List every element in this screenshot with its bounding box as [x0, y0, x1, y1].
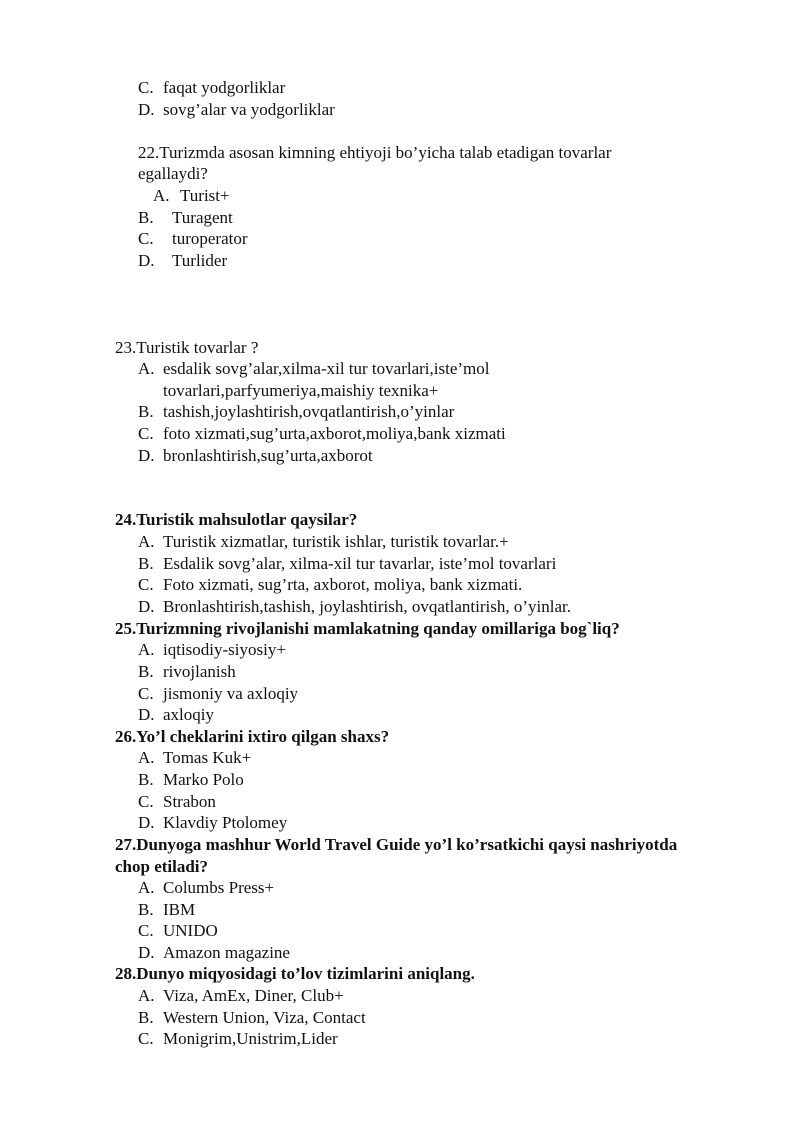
- q25-option-c: [138, 683, 298, 704]
- q23-option-a: [138, 358, 489, 379]
- q27-option-b: [138, 899, 195, 920]
- q25-option-d: [138, 704, 214, 725]
- q24-question: 24.Turistik mahsulotlar qaysilar?: [115, 510, 358, 529]
- option-text: faqat yodgorliklar: [163, 78, 286, 97]
- q28-option-c: [138, 1028, 338, 1049]
- option-letter: D.: [138, 100, 155, 119]
- q24-option-a: [138, 531, 509, 552]
- q22-option-d: [138, 250, 227, 271]
- option-letter: C.: [138, 229, 154, 248]
- option-letter: A.: [138, 640, 155, 659]
- option-text: Turagent: [172, 208, 233, 227]
- option-text: UNIDO: [163, 921, 218, 940]
- option-letter: C.: [138, 575, 154, 594]
- q21-option-c: [138, 77, 285, 98]
- option-letter: D.: [138, 943, 155, 962]
- q26-option-d: [138, 812, 287, 833]
- q23-option-d: [138, 445, 373, 466]
- option-letter: A.: [138, 878, 155, 897]
- q25-option-b: [138, 661, 236, 682]
- option-text: rivojlanish: [163, 662, 236, 681]
- option-letter: C.: [138, 792, 154, 811]
- option-letter: D.: [138, 705, 155, 724]
- q28-option-b: [138, 1007, 366, 1028]
- q27-question-cont: chop etiladi?: [115, 857, 209, 876]
- option-text: foto xizmati,sug’urta,axborot,moliya,bank xizmati: [163, 424, 506, 443]
- q23-option-c: [138, 423, 506, 444]
- option-letter: B.: [138, 900, 154, 919]
- q27-option-a: [138, 877, 274, 898]
- option-letter: A.: [138, 986, 155, 1005]
- q28-option-a: [138, 985, 344, 1006]
- option-letter: A.: [138, 359, 155, 378]
- option-letter: B.: [138, 662, 154, 681]
- option-letter: B.: [138, 554, 154, 573]
- q28-question: 28.Dunyo miqyosidagi to’lov tizimlarini aniqlang.: [115, 964, 475, 983]
- option-text: Turlider: [172, 251, 228, 270]
- option-text: esdalik sovg’alar,xilma-xil tur tovarlari,iste’mol: [163, 359, 490, 378]
- option-text: Foto xizmati, sug’rta, axborot, moliya, bank xizmati.: [163, 575, 523, 594]
- option-text: turoperator: [172, 229, 248, 248]
- option-letter: D.: [138, 446, 155, 465]
- q23-option-a-cont: tovarlari,parfyumeriya,maishiy texnika+: [163, 381, 439, 400]
- q21-option-d: [138, 99, 335, 120]
- option-text: Viza, AmEx, Diner, Club+: [163, 986, 344, 1005]
- option-text: bronlashtirish,sug’urta,axborot: [163, 446, 373, 465]
- option-text: IBM: [163, 900, 196, 919]
- q22-option-a: [153, 185, 230, 206]
- option-text: Amazon magazine: [163, 943, 290, 962]
- option-text: Western Union, Viza, Contact: [163, 1008, 366, 1027]
- q23-question: 23.Turistik tovarlar ?: [115, 338, 259, 357]
- option-letter: B.: [138, 208, 154, 227]
- option-letter: C.: [138, 1029, 154, 1048]
- option-text: tashish,joylashtirish,ovqatlantirish,o’yinlar: [163, 402, 455, 421]
- option-text: Tomas Kuk+: [163, 748, 252, 767]
- option-text: Turistik xizmatlar, turistik ishlar, turistik tovarlar.+: [163, 532, 509, 551]
- option-letter: D.: [138, 597, 155, 616]
- option-letter: D.: [138, 813, 155, 832]
- option-letter: B.: [138, 770, 154, 789]
- option-letter: A.: [153, 186, 170, 205]
- option-letter: B.: [138, 402, 154, 421]
- option-letter: C.: [138, 684, 154, 703]
- option-text: Esdalik sovg’alar, xilma-xil tur tavarlar, iste’mol tovarlari: [163, 554, 557, 573]
- option-letter: D.: [138, 251, 155, 270]
- option-text: Monigrim,Unistrim,Lider: [163, 1029, 338, 1048]
- q27-option-d: [138, 942, 290, 963]
- option-text: axloqiy: [163, 705, 214, 724]
- q22-option-c: [138, 228, 248, 249]
- q22-question-cont: egallaydi?: [138, 164, 208, 183]
- q24-option-d: [138, 596, 571, 617]
- option-letter: C.: [138, 424, 154, 443]
- q25-question: 25.Turizmning rivojlanishi mamlakatning qanday omillariga bog`liq?: [115, 619, 620, 638]
- option-letter: A.: [138, 748, 155, 767]
- option-letter: C.: [138, 921, 154, 940]
- q26-option-a: [138, 747, 251, 768]
- q26-option-b: [138, 769, 244, 790]
- q24-option-c: [138, 574, 522, 595]
- option-text: Bronlashtirish,tashish, joylashtirish, ovqatlantirish, o’yinlar.: [163, 597, 571, 616]
- q26-option-c: [138, 791, 216, 812]
- q22-question: 22.Turizmda asosan kimning ehtiyoji bo’yicha talab etadigan tovarlar: [138, 143, 612, 162]
- q25-option-a: [138, 639, 286, 660]
- option-text: Marko Polo: [163, 770, 244, 789]
- option-text: jismoniy va axloqiy: [163, 684, 299, 703]
- option-text: Columbs Press+: [163, 878, 275, 897]
- q27-option-c: [138, 920, 218, 941]
- option-letter: A.: [138, 532, 155, 551]
- q27-question: 27.Dunyoga mashhur World Travel Guide yo’l ko’rsatkichi qaysi nashriyotda: [115, 835, 678, 854]
- option-text: Turist+: [180, 186, 230, 205]
- option-text: Klavdiy Ptolomey: [163, 813, 288, 832]
- q24-option-b: [138, 553, 556, 574]
- q23-option-b: [138, 401, 454, 422]
- q26-question: 26.Yo’l cheklarini ixtiro qilgan shaxs?: [115, 727, 390, 746]
- q22-option-b: [138, 207, 233, 228]
- option-text: sovg’alar va yodgorliklar: [163, 100, 335, 119]
- option-text: Strabon: [163, 792, 216, 811]
- option-letter: B.: [138, 1008, 154, 1027]
- option-text: iqtisodiy-siyosiy+: [163, 640, 286, 659]
- option-letter: C.: [138, 78, 154, 97]
